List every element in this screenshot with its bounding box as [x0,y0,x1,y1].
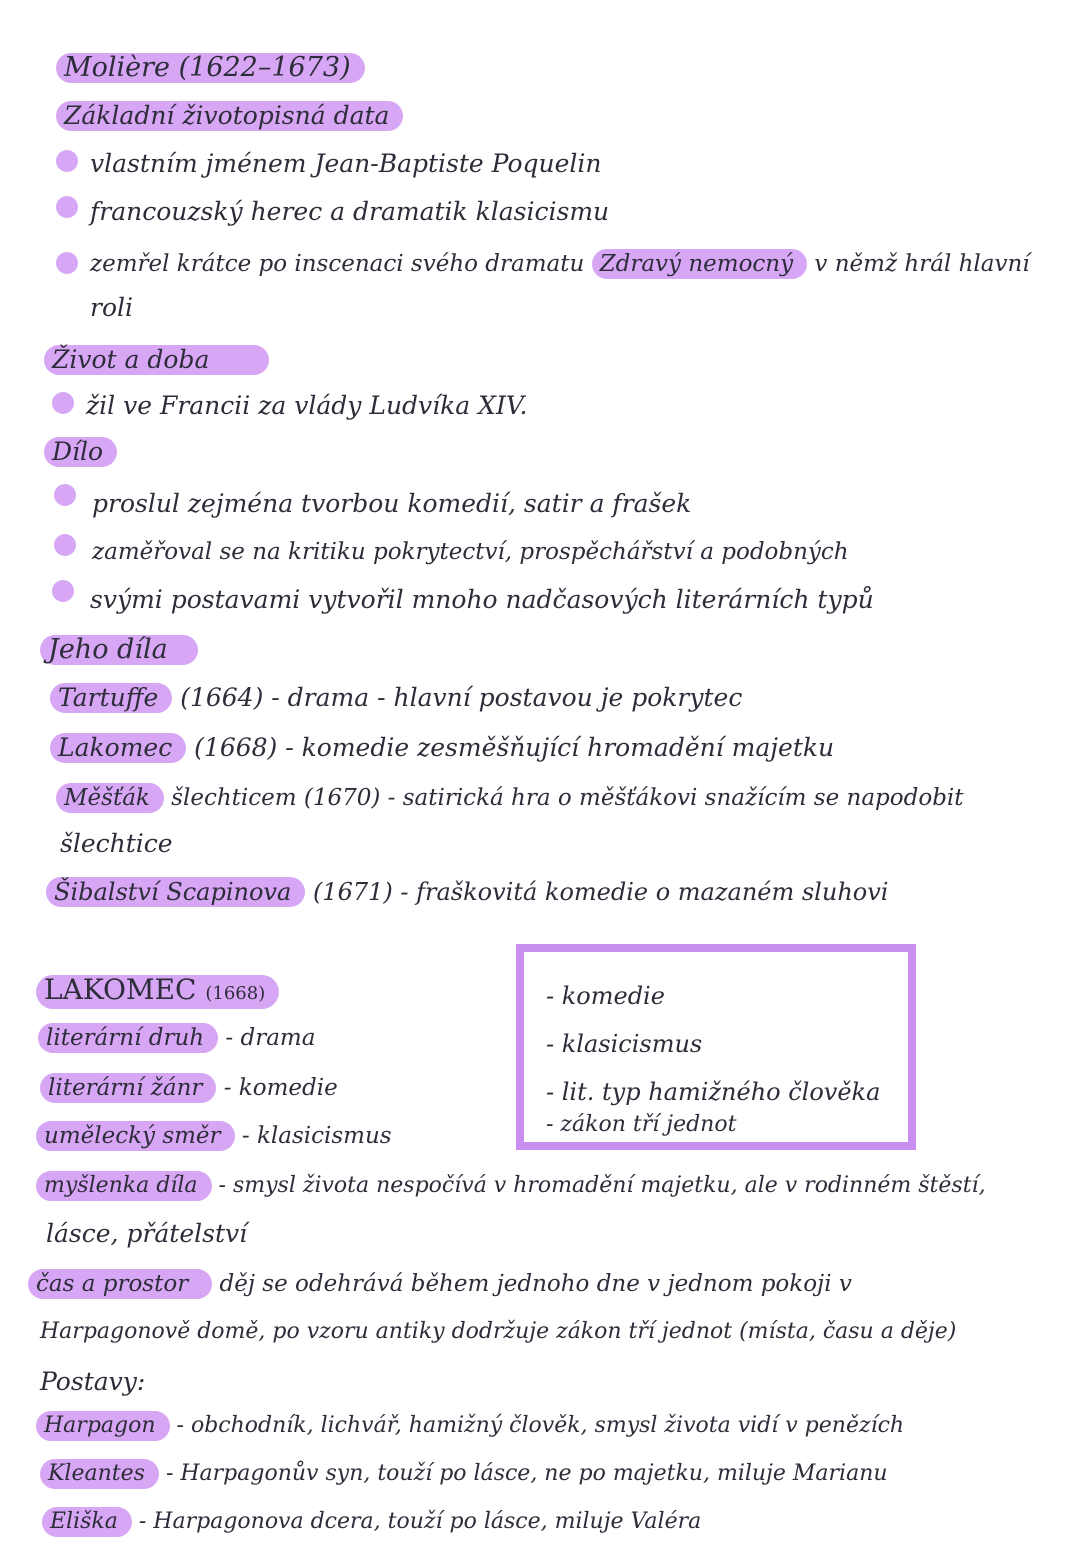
lakomec-title: LAKOMEC (1668) [36,970,279,1010]
bullet-dot [52,580,74,602]
field-main-idea: myšlenka díla - smysl života nespočívá v hromadění majetku, ale v rodinném štěstí, [36,1166,986,1206]
work-item-mestak: Měšťák šlechticem (1670) - satirická hra o měšťákovi snažícím se napodobit [56,778,964,818]
life-bullet: žil ve Francii za vlády Ludvíka XIV. [86,391,528,420]
work-bullet-3: svými postavami vytvořil mnoho nadčasových literárních typů [90,585,874,614]
field-time-space-cont: Harpagonově domě, po vzoru antiky dodržuje zákon tří jednot (místa, času a děje) [40,1319,957,1344]
basic-bullet-2: francouzský herec a dramatik klasicismu [90,197,610,226]
drama-name-highlight: Zdravý nemocný [592,249,807,279]
box-item: - komedie [546,982,665,1010]
box-item: - lit. typ hamižného člověka [546,1078,881,1106]
box-item: - klasicismus [546,1030,703,1058]
work-bullet-1: proslul zejména tvorbou komedií, satir a frašek [92,489,692,518]
basic-bullet-1: vlastním jménem Jean-Baptiste Poquelin [90,149,602,178]
bullet-dot [56,252,78,274]
works-heading: Jeho díla [40,630,198,670]
bullet-dot [56,196,78,218]
field-literary-genre: literární žánr - komedie [40,1068,338,1108]
bullet-dot [52,392,74,414]
character-harpagon: Harpagon - obchodník, lichvář, hamižný člověk, smysl života vidí v penězích [36,1406,904,1446]
basic-bullet-3: zemřel krátce po inscenaci svého dramatu Zdravý nemocný v němž hrál hlavní [90,251,1030,277]
work-bullet-2: zaměřoval se na kritiku pokrytectví, prospěchářství a podobných [92,539,849,565]
work-item-lakomec: Lakomec (1668) - komedie zesměšňující hromadění majetku [50,728,834,768]
bullet-dot [54,534,76,556]
basic-bullet-3-cont: roli [90,293,133,322]
characters-heading: Postavy: [40,1367,146,1396]
basic-data-heading: Základní životopisná data [56,96,403,136]
bullet-dot [56,150,78,172]
field-main-idea-cont: lásce, přátelství [46,1219,248,1248]
work-heading: Dílo [44,432,117,472]
character-eliska: Eliška - Harpagonova dcera, touží po lásce, miluje Valéra [42,1502,701,1542]
work-item-mestak-cont: šlechtice [60,829,173,858]
box-item: - zákon tří jednot [546,1112,737,1137]
work-item-sibalstvi: Šibalství Scapinova (1671) - fraškovitá komedie o mazaném sluhovi [46,872,888,912]
field-literary-kind: literární druh - drama [38,1018,315,1058]
bullet-dot [54,484,76,506]
life-heading: Život a doba [44,340,269,380]
field-art-movement: umělecký směr - klasicismus [36,1116,392,1156]
moliere-title: Molière (1622–1673) [56,48,365,88]
summary-box [516,944,916,1150]
work-item-tartuffe: Tartuffe (1664) - drama - hlavní postavou je pokrytec [50,678,742,718]
character-kleantes: Kleantes - Harpagonův syn, touží po lásce, ne po majetku, miluje Marianu [40,1454,888,1494]
field-time-space: čas a prostor děj se odehrává během jednoho dne v jednom pokoji v [28,1264,852,1304]
